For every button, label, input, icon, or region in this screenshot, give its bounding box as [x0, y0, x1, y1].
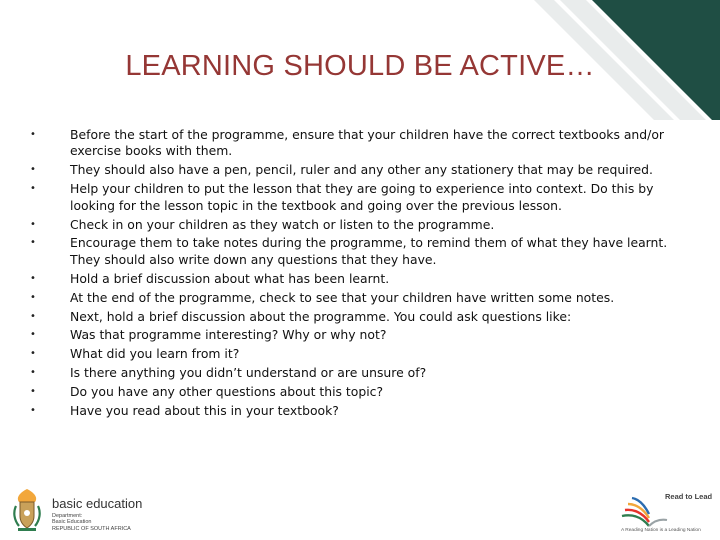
bullet-text: Have you read about this in your textbook? — [70, 403, 339, 419]
coat-of-arms-icon — [10, 486, 44, 534]
bullet-item — [30, 327, 690, 343]
dbe-logo-subtext — [52, 513, 131, 532]
bullet-list — [30, 127, 690, 422]
slide-title: LEARNING SHOULD BE ACTIVE… — [125, 50, 595, 82]
bullet-text: Next, hold a brief discussion about the programme. You could ask questions like: — [70, 308, 572, 324]
bullet-item — [30, 290, 690, 306]
bullet-item — [30, 365, 690, 381]
bullet-icon: • — [30, 291, 36, 303]
bullet-text: Was that programme interesting? Why or why not? — [70, 327, 387, 343]
bullet-item — [30, 235, 690, 268]
bullet-text: Before the start of the programme, ensure that your children have the correct textbooks and/or exercise books with them. — [70, 127, 665, 159]
bullet-item — [30, 403, 690, 419]
bullet-text: Hold a brief discussion about what has been learnt. — [70, 270, 390, 286]
dbe-logo — [10, 486, 180, 536]
bullet-item — [30, 271, 690, 287]
bullet-icon: • — [30, 386, 36, 398]
dbe-logo-line: Basic Education — [52, 519, 92, 526]
bullet-icon: • — [30, 218, 36, 230]
bullet-icon: • — [30, 348, 36, 360]
bullet-icon: • — [30, 164, 36, 176]
read-to-lead-tagline: A Reading Nation is a Leading Nation — [621, 528, 701, 533]
bullet-text: What did you learn from it? — [70, 346, 240, 362]
bullet-text: Encourage them to take notes during the programme, to remind them of what they have learnt. They should also write down any questions that they have. — [70, 235, 668, 267]
bullet-icon: • — [30, 367, 36, 379]
bullet-icon: • — [30, 329, 36, 341]
read-to-lead-logo — [615, 488, 715, 536]
bullet-icon: • — [30, 405, 36, 417]
bullet-text: Check in on your children as they watch or listen to the programme. — [70, 216, 495, 232]
bullet-item — [30, 127, 690, 160]
bullet-item — [30, 346, 690, 362]
dbe-logo-line: Department: — [52, 513, 83, 519]
bullet-icon: • — [30, 129, 36, 140]
bullet-icon: • — [30, 272, 36, 284]
bullet-icon: • — [30, 237, 36, 249]
bullet-text: Do you have any other questions about this topic? — [70, 384, 384, 400]
bullet-item — [30, 181, 690, 214]
dbe-logo-line: REPUBLIC OF SOUTH AFRICA — [52, 525, 131, 532]
bullet-item — [30, 309, 690, 325]
bullet-icon: • — [30, 183, 36, 195]
bullet-text: Help your children to put the lesson that they are going to experience into context. Do this by looking for the lesson topic in the textbook and going over the previous lesson. — [70, 181, 654, 213]
bullet-item — [30, 162, 690, 178]
dbe-logo-name: basic education — [52, 496, 143, 511]
bullet-item — [30, 217, 690, 233]
bullet-item — [30, 384, 690, 400]
bullet-text: At the end of the programme, check to see that your children have written some notes. — [70, 289, 615, 305]
read-to-lead-name: Read to Lead — [665, 492, 713, 501]
bullet-icon: • — [30, 310, 36, 322]
bullet-text: Is there anything you didn’t understand or are unsure of? — [70, 365, 427, 381]
bullet-text: They should also have a pen, pencil, ruler and any other any stationery that may be required. — [70, 162, 653, 178]
